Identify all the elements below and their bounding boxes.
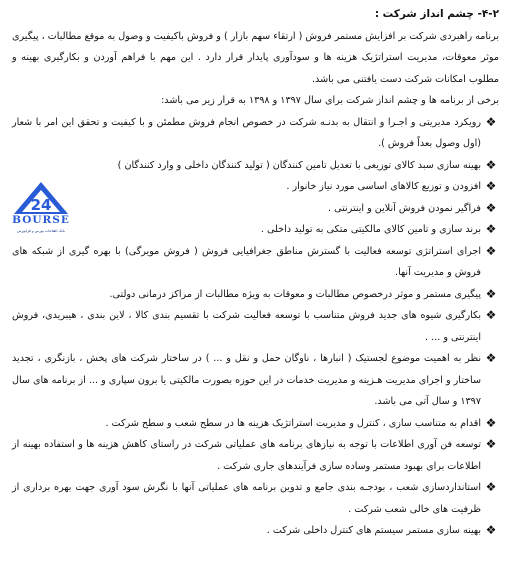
diamond-bullet-icon: ❖ [485,243,497,258]
list-item-text: استانداردسازی شعب ، بودجـه بندی جامع و تدوین برنامه های عملیاتی آنها با نگرش سود آوری جهت بهره برداری از ظرفیت های خالی شعب شرکت . [12,482,481,515]
list-item [12,520,499,542]
diamond-bullet-icon: ❖ [485,200,497,215]
bourse24-logo [2,180,80,238]
list-item-text: افزودن و توزیع کالاهای اساسی مورد نیاز خانوار . [286,181,481,192]
list-item [12,176,499,198]
plan-list [12,112,499,542]
list-item-text: نظر به اهمیت موضوع لجستیک ( انبارها ، ناوگان حمل و نقل و ... ) در ساختار شرکت های پخش ، بازنگری ، تجدید ساختار و اجرای مدیریت هـزینه و مدیریت خدمات در این حوزه بصورت مالکیتی یا برون سپاری و ... از برنامه های سال ۱۳۹۷ و سال آتی می باشد. [12,353,481,407]
list-item-text: فراگیر نمودن فروش آنلاین و اینترنتی . [327,202,481,214]
list-item [12,477,499,520]
list-item [12,305,499,348]
diamond-bullet-icon: ❖ [485,114,497,129]
bourse24-emblem-icon [2,180,80,216]
list-item [12,434,499,477]
section-title: ۴-۲- چشم انداز شرکت : [374,8,499,20]
list-item [12,241,499,284]
list-item-text: اجرای استراتژی توسعه فعالیت با گسترش مناطق جغرافیایی فروش ( فروش مویرگی) با بهره گیری از شبکه های فروش و مدیریت آنها. [12,245,481,278]
list-item-text: بهینه سازی مستمر سیستم های کنترل داخلی شرکت . [266,525,481,536]
list-item-text: توسعه فن آوری اطلاعات با توجه به نیازهای برنامه های عملیاتی شرکت در راستای کاهش هزینه ها و استفاده بهینه از اطلاعات برای بهبود مستمر وساده سازی فرآیندهای جاری شرکت . [12,439,481,472]
list-item [12,112,499,155]
list-item-text: رویکرد مدیریتی و اجـرا و انتقال به بدنـه شرکت در خصوص انجام فروش مطمئن و با کیفیت و تحقق این امر با شعار (اول وصول بعداً فروش ). [12,116,481,149]
lead-paragraph: برخی از برنامه ها و چشم انداز شرکت برای سال ۱۳۹۷ و ۱۳۹۸ به قرار زیر می باشد: [161,95,499,106]
list-item [12,348,499,413]
list-item-text: بهینه سازی سبد کالای توزیعی با تعدیل تامین کنندگان ( تولید کنندگان داخلی و وارد کنندگان ) [117,159,481,171]
diamond-bullet-icon: ❖ [485,437,497,451]
diamond-bullet-icon: ❖ [485,179,497,193]
list-item-text: پیگیری مستمر و موثر درخصوص مطالبات و معوقات به ویژه مطالبات از مراکز درمانی دولتی. [109,288,481,300]
list-item [12,198,499,220]
list-item [12,413,499,435]
intro-paragraph: برنامه راهبردی شرکت بر افزایش مستمر فروش ( ارتقاء سهم بازار ) و فروش باکیفیت و وصول به موقع مطالبات ، پیگیری موثر معوقات، مدیریت استراتژیک هزینه ها و سودآوری پایدار قرار دارد . این مهم با فراهم آوردن و بکارگیری بهینه و مطلوب امکانات شرکت دست یافتنی می باشد. [12,30,499,85]
logo-number: 24 [30,196,52,214]
logo-tagline: بانک اطلاعات بورس و فرابورس [17,229,65,233]
list-item [12,284,499,306]
diamond-bullet-icon: ❖ [485,157,497,172]
list-item [12,155,499,177]
diamond-bullet-icon: ❖ [485,222,497,236]
diamond-bullet-icon: ❖ [485,308,497,322]
logo-wordmark: BOURSE [12,214,70,226]
list-item-text: بکارگیری شیوه های جدید فروش متناسب با توسعه فعالیت شرکت با تقسیم بندی کالا ، لاین بندی ، هیبریدی، فروش اینترنتی و ... . [12,310,481,343]
document-body [12,4,499,542]
list-item [12,219,499,241]
list-item-text: اقدام به متناسب سازی ، کنترل و مدیریت استراتژیک هزینه ها در سطح شعب و سطح شرکت . [105,417,481,429]
diamond-bullet-icon: ❖ [485,351,497,365]
diamond-bullet-icon: ❖ [485,415,497,430]
diamond-bullet-icon: ❖ [485,286,497,301]
diamond-bullet-icon: ❖ [485,480,497,494]
diamond-bullet-icon: ❖ [485,523,497,537]
list-item-text: برند سازی و تامین کالای مالکیتی متکی به تولید داخلی . [260,224,481,235]
